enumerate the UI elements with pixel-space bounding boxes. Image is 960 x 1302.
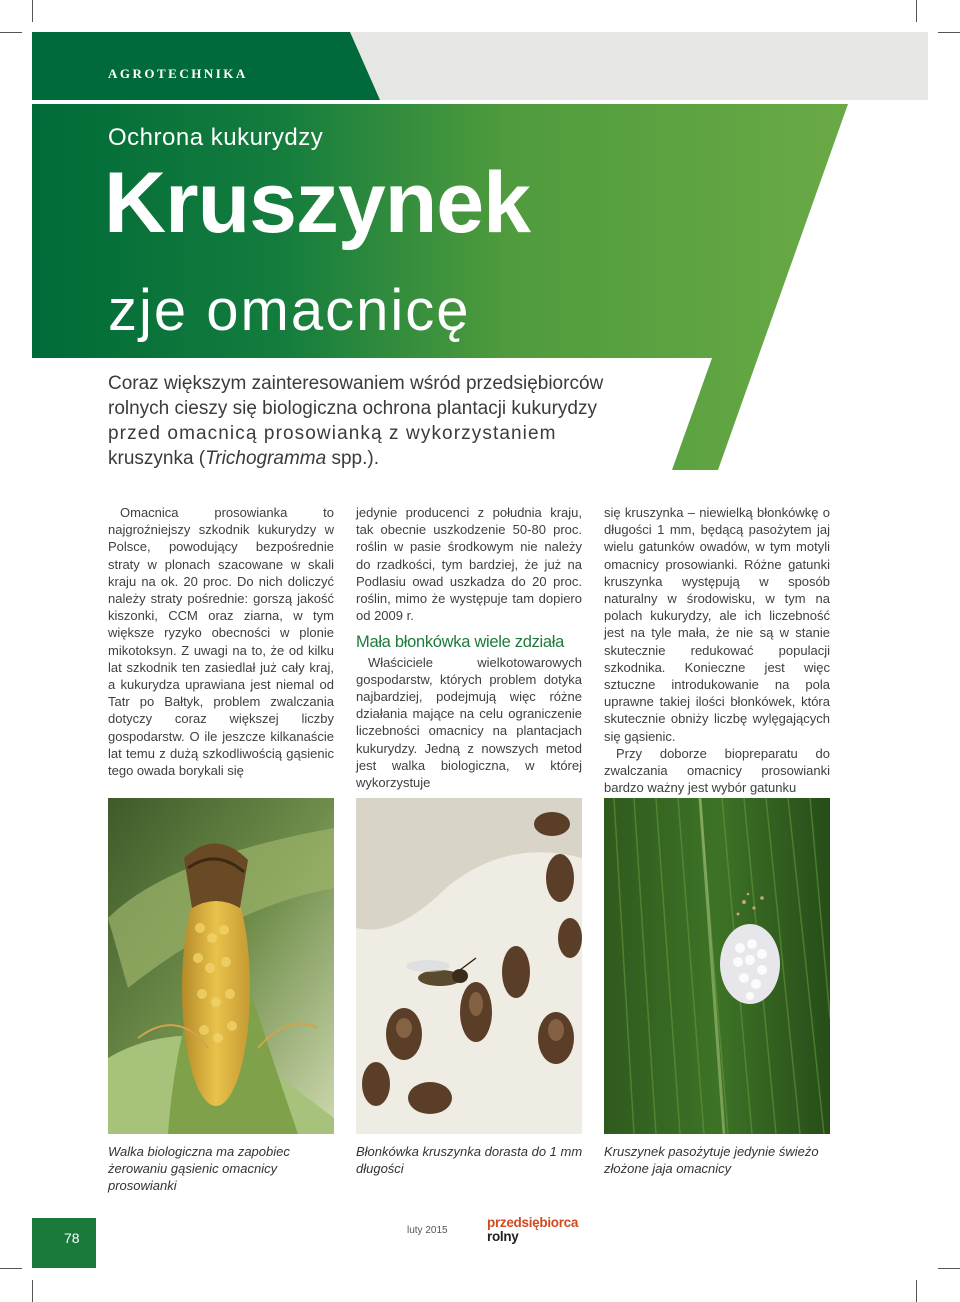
crop-mark — [32, 1280, 33, 1302]
wasp-eggs-photo — [356, 798, 582, 1134]
lead-line: rolnych cieszy się biologiczna ochrona plantacji kukurydzy — [108, 398, 597, 419]
crop-mark — [32, 0, 33, 22]
lead-line: przed omacnicą prosowianką z wykorzystaniem — [108, 423, 557, 444]
subheadline: zje omacnicę — [108, 278, 471, 343]
body-paragraph: Przy doborze biopreparatu do zwalczania omacnicy prosowianki bardzo ważny jest wybór gatunku — [604, 745, 830, 796]
crop-mark — [938, 32, 960, 33]
kicker: Ochrona kukurydzy — [108, 124, 324, 151]
subheading: Mała błonkówka wiele zdziała — [356, 633, 565, 652]
body-column-1 — [108, 504, 334, 779]
corn-cob-photo — [108, 798, 334, 1134]
photo-caption: Błonkówka kruszynka dorasta do 1 mm długości — [356, 1144, 583, 1176]
photo-caption: Walka biologiczna ma zapobiec żerowaniu gąsienic omacnicy prosowianki — [108, 1144, 290, 1193]
masthead-logo: przedsiębiorca — [487, 1215, 579, 1230]
lead-text: kruszynka ( — [108, 448, 206, 469]
masthead-logo-line2: rolny — [487, 1229, 519, 1244]
egg-mass-leaf-photo — [604, 798, 830, 1134]
crop-mark — [938, 1268, 960, 1269]
crop-mark — [916, 0, 917, 22]
lead-text: spp.). — [326, 448, 380, 469]
body-paragraph: Właściciele wielkotowarowych gospodarstw, których problem dotyka najbardziej, podejmują więc różne działania mające na celu ograniczenie liczebności omacnicy na plantacjach kukurydzy. Jedną z nowszych metod jest walka biologiczna, w której wykorzystuje — [356, 654, 582, 791]
crop-mark — [0, 32, 22, 33]
species-name: Trichogramma — [205, 448, 327, 469]
lead-line: Coraz większym zainteresowaniem wśród przedsiębiorców — [108, 373, 604, 394]
crop-mark — [0, 1268, 22, 1269]
issue-date: luty 2015 — [407, 1225, 448, 1236]
headline: Kruszynek — [104, 155, 530, 251]
body-column-3 — [604, 504, 830, 796]
section-label: AGROTECHNIKA — [108, 66, 248, 81]
page-number: 78 — [64, 1230, 80, 1246]
crop-mark — [916, 1280, 917, 1302]
body-paragraph: się kruszynka – niewielką błonkówkę o długości 1 mm, będącą pasożytem jaj wielu gatunków owadów, w tym motyli omacnicy prosowianki. Różne gatunki kruszynka występują w sposób naturalny w środowisku, w tym na polach kukurydzy, ale ich liczebność jest na tyle mała, że nie są w stanie skutecznie redukować populacji szkodnika. Konieczne jest więc sztuczne introdukowanie na pola uprawne takiej ilości błonkówek, która skutecznie obniży liczbę wylęgających się gąsienic. — [604, 505, 830, 744]
body-column-2 — [356, 504, 582, 791]
body-paragraph: jedynie producenci z południa kraju, tak obecnie uszkodzenie 50-80 proc. roślin w pasie środkowym nie należy do rzadkości, tym bardziej, że już na Podlasiu owad uszkadza do 20 proc. roślin, mimo że występuje tam dopiero od 2009 r. — [356, 505, 582, 624]
photo-caption: Kruszynek pasożytuje jedynie świeżo złożone jaja omacnicy — [604, 1144, 819, 1176]
body-paragraph: Omacnica prosowianka to najgroźniejszy szkodnik kukurydzy w Polsce, powodujący bezpośrednie straty w plonach szacowane w skali kraju na ok. 20 proc. Do nich doliczyć należy straty pośrednie: gorszą jakość kiszonki, CCM oraz ziarna, w tym większe ryzyko obecności w plonie mikotoksyn. Z uwagi na to, że od kilku lat szkodnik ten zasiedlał już cały kraj, a kukurydza uprawiana jest niemal od Tatr po Bałtyk, problem zwalczania dotyczy coraz większej liczby gospodarstw. O ile jeszcze kilkanaście lat temu z dużą szkodliwością gąsienic tego owada borykali się — [108, 505, 334, 779]
lead-paragraph — [108, 371, 628, 471]
lead-line — [108, 446, 628, 471]
